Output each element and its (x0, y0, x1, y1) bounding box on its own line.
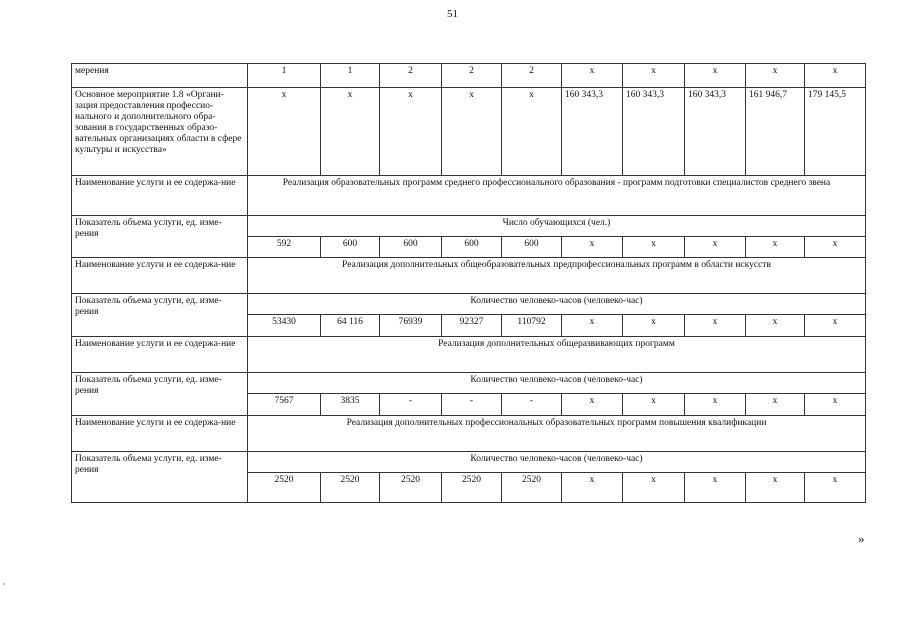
indicator-label: Показатель объема услуги, ед. изме-рения (72, 294, 248, 337)
service-label: Наименование услуги и ее содержа-ние (72, 416, 248, 452)
table-cell: 600 (380, 237, 442, 258)
table-cell: x (623, 237, 685, 258)
table-cell: 76939 (380, 315, 442, 337)
indicator-label: Показатель объема услуги, ед. изме-рения (72, 216, 248, 258)
table-cell: 592 (248, 237, 321, 258)
table-cell: - (442, 394, 502, 416)
table-cell: x (805, 64, 866, 88)
table-cell: 2 (442, 64, 502, 88)
table-cell: x (746, 237, 805, 258)
indicator-name: Число обучающихся (чел.) (248, 216, 866, 237)
table-cell: 53430 (248, 315, 321, 337)
table-cell: 2520 (321, 473, 380, 503)
service-name: Реализация дополнительных общеразвивающих программ (248, 337, 866, 373)
table-cell: 600 (321, 237, 380, 258)
table-cell: 600 (502, 237, 562, 258)
table-cell: 2 (380, 64, 442, 88)
table-cell: 92327 (442, 315, 502, 337)
table-row (72, 294, 866, 315)
table-cell: 2520 (502, 473, 562, 503)
table-cell: 161 946,7 (746, 88, 805, 176)
table-row (72, 373, 866, 394)
table-row (72, 258, 866, 294)
table-cell: x (685, 473, 746, 503)
table-cell: x (746, 64, 805, 88)
table-cell: 160 343,3 (685, 88, 746, 176)
table-cell: x (685, 315, 746, 337)
service-name: Реализация дополнительных общеобразовательных предпрофессиональных программ в области искусств (248, 258, 866, 294)
table-cell: 2 (502, 64, 562, 88)
table-cell: x (685, 394, 746, 416)
table-cell: x (502, 88, 562, 176)
indicator-name: Количество человеко-часов (человеко-час) (248, 294, 866, 315)
table-cell: x (805, 473, 866, 503)
table-cell: 3835 (321, 394, 380, 416)
scan-speck (3, 583, 5, 585)
table-cell: x (685, 64, 746, 88)
indicator-label: Показатель объема услуги, ед. изме-рения (72, 452, 248, 503)
table-cell: 600 (442, 237, 502, 258)
table-cell: x (805, 237, 866, 258)
table-cell: 1 (321, 64, 380, 88)
table-cell: x (562, 64, 623, 88)
table-cell: 160 343,3 (562, 88, 623, 176)
table-cell: - (380, 394, 442, 416)
indicator-name: Количество человеко-часов (человеко-час) (248, 452, 866, 473)
table-cell: x (623, 315, 685, 337)
table-cell: 160 343,3 (623, 88, 685, 176)
table-row (72, 88, 866, 176)
table-cell: 2520 (248, 473, 321, 503)
indicator-name: Количество человеко-часов (человеко-час) (248, 373, 866, 394)
table-cell: x (623, 473, 685, 503)
table-cell: 1 (248, 64, 321, 88)
table-cell: x (746, 473, 805, 503)
table-cell: 7567 (248, 394, 321, 416)
closing-quote: » (858, 531, 865, 546)
table-cell: x (623, 394, 685, 416)
table-cell: x (248, 88, 321, 176)
table-cell: 64 116 (321, 315, 380, 337)
table-cell: 110792 (502, 315, 562, 337)
row-label: Основное мероприятие 1.8 «Органи-зация предоставления профессио-нального и дополнительного обра-зования в государственных образо-вательных организациях области в сфере культуры и искусства» (72, 88, 248, 176)
indicator-label: Показатель объема услуги, ед. изме-рения (72, 373, 248, 416)
table-row (72, 452, 866, 473)
service-name: Реализация образовательных программ среднего профессионального образования - программ подготовки специалистов среднего звена (248, 176, 866, 216)
table-cell: x (442, 88, 502, 176)
table-cell: - (502, 394, 562, 416)
table-cell: x (380, 88, 442, 176)
table-row (72, 64, 866, 88)
table-cell: x (805, 394, 866, 416)
table-row (72, 216, 866, 237)
table-cell: x (746, 315, 805, 337)
table-row (72, 337, 866, 373)
table-cell: x (562, 473, 623, 503)
table-cell: x (562, 394, 623, 416)
service-label: Наименование услуги и ее содержа-ние (72, 258, 248, 294)
table-cell: x (562, 237, 623, 258)
table-cell: x (685, 237, 746, 258)
table-cell: 179 145,5 (805, 88, 866, 176)
service-label: Наименование услуги и ее содержа-ние (72, 337, 248, 373)
service-label: Наименование услуги и ее содержа-ние (72, 176, 248, 216)
table-cell: 2520 (380, 473, 442, 503)
table-cell: 2520 (442, 473, 502, 503)
table-cell: x (562, 315, 623, 337)
service-name: Реализация дополнительных профессиональных образовательных программ повышения квалификации (248, 416, 866, 452)
page-number: 51 (447, 8, 458, 20)
row-label: мерения (72, 64, 248, 88)
table-row (72, 176, 866, 216)
table-cell: x (321, 88, 380, 176)
table-cell: x (623, 64, 685, 88)
program-table (71, 63, 866, 503)
table-row (72, 416, 866, 452)
table-cell: x (805, 315, 866, 337)
table-cell: x (746, 394, 805, 416)
